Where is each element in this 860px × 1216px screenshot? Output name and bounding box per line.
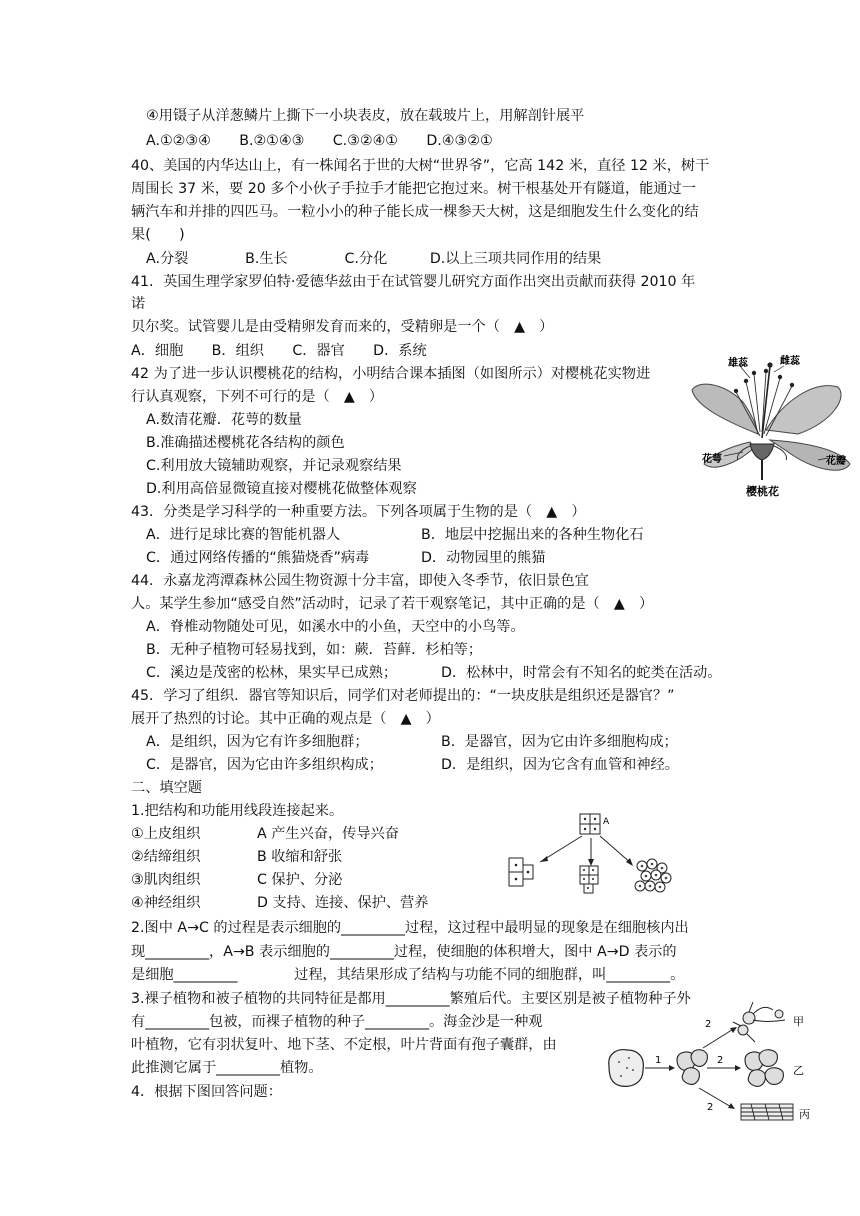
q45-option-c: C．是器官，因为它由许多组织构成； — [146, 757, 383, 773]
fill-q3-stem: 3.裸子植物和被子植物的共同特征是都用_________繁殖后代。主要区别是被子植物种子外 — [131, 991, 691, 1007]
q44-stem: 44．永嘉龙湾潭森林公园生物资源十分丰富，即使入冬季节，依旧景色宜 — [131, 573, 589, 589]
arrow-label-2-middle: 2 — [717, 1055, 724, 1066]
tissue-function: D 支持、连接、保护、营养 — [257, 895, 429, 911]
flower-label-stamen: 雄蕊 — [728, 358, 748, 369]
q45-option-d: D．是组织，因为它含有血管和神经。 — [441, 757, 679, 773]
cell-process-drawing — [500, 808, 690, 898]
arrow-label-2-top: 2 — [705, 1019, 712, 1030]
tissue-name: ①上皮组织 — [131, 826, 201, 842]
q40-stem: 40、美国的内华达山上，有一株闻名于世的大树“世界爷”，它高 142 米，直径 12 米，树干 — [131, 158, 710, 174]
text-line: 有_________包被，而裸子植物的种子_________。海金沙是一种观 — [131, 1014, 543, 1030]
cell-label-a: A — [603, 817, 610, 827]
text-line: 人。某学生参加“感受自然”活动时，记录了若干观察笔记，其中正确的是（ ▲ ） — [131, 596, 654, 612]
fill-q2-stem: 2.图中 A→C 的过程是表示细胞的_________过程，这过程中最明显的现象是在细胞核内出 — [131, 920, 689, 936]
flower-caption: 樱桃花 — [746, 485, 779, 498]
text-line: 果( ) — [131, 227, 185, 243]
q39-options: A.①②③④ B.②①④③ C.③②④① D.④③②① — [146, 133, 493, 149]
arrow-label-2-bottom: 2 — [707, 1102, 714, 1113]
q43-option-a: A．进行足球比赛的智能机器人 — [146, 527, 341, 543]
q40-options: A.分裂 B.生长 C.分化 D.以上三项共同作用的结果 — [146, 251, 602, 267]
q44-option-c: C．溪边是茂密的松林，果实早已成熟； — [146, 665, 398, 681]
text-line: 周围长 37 米，要 20 多个小伙子手拉手才能把它抱过来。树干根基处开有隧道，能通过一 — [131, 181, 696, 197]
text-line: 诺 — [131, 296, 146, 312]
q45-option-a: A．是组织，因为它有许多细胞群； — [146, 734, 369, 750]
text-line: 展开了热烈的讨论。其中正确的观点是（ ▲ ） — [131, 711, 440, 727]
q43-option-d: D．动物园里的熊猫 — [421, 550, 546, 566]
q41-stem: 41．英国生理学家罗伯特·爱德华兹由于在试管婴儿研究方面作出突出贡献而获得 2010 年 — [131, 274, 696, 290]
q41-options: A．细胞 B．组织 C．器官 D．系统 — [131, 343, 427, 359]
tissue-function: A 产生兴奋，传导兴奋 — [257, 826, 399, 842]
tissue-differentiation-figure — [603, 1000, 818, 1130]
arrow-label-1: 1 — [655, 1055, 662, 1066]
q45-stem: 45．学习了组织．器官等知识后，同学们对老师提出的：“一块皮肤是组织还是器官？” — [131, 688, 675, 704]
tissue-function: C 保护、分泌 — [257, 872, 343, 888]
flower-label-sepal: 花萼 — [702, 454, 722, 465]
tissue-name: ②结缔组织 — [131, 849, 201, 865]
tissue-function: B 收缩和舒张 — [257, 849, 343, 865]
text-line: 此推测它属于_________植物。 — [131, 1060, 323, 1076]
flower-label-pistil: 雌蕊 — [780, 356, 800, 367]
q42-option-d: D.利用高倍显微镜直接对樱桃花做整体观察 — [146, 481, 417, 497]
q43-stem: 43．分类是学习科学的一种重要方法。下列各项属于生物的是（ ▲ ） — [131, 504, 586, 520]
tissue-label-yi: 乙 — [793, 1064, 804, 1077]
q42-stem: 42 为了进一步认识樱桃花的结构，小明结合课本插图（如图所示）对樱桃花实物进 — [131, 366, 651, 382]
text-line: ④用镊子从洋葱鳞片上撕下一小块表皮，放在载玻片上，用解剖针展平 — [146, 108, 585, 124]
q44-option-d: D．松林中，时常会有不知名的蛇类在活动。 — [441, 665, 722, 681]
tissue-name: ④神经组织 — [131, 895, 201, 911]
q42-option-b: B.准确描述樱桃花各结构的颜色 — [146, 435, 345, 451]
q43-option-c: C．通过网络传播的“熊猫烧香”病毒 — [146, 550, 370, 566]
flower-label-petal: 花瓣 — [826, 456, 846, 467]
q42-option-a: A.数清花瓣．花萼的数量 — [146, 412, 302, 428]
cherry-flower-figure — [688, 352, 854, 500]
tissue-differentiation-drawing — [603, 1000, 818, 1130]
text-line: 辆汽车和并排的四匹马。一粒小小的种子能长成一棵参天大树，这是细胞发生什么变化的结 — [131, 204, 699, 220]
fill-q1-stem: 1.把结构和功能用线段连接起来。 — [131, 803, 344, 819]
q44-option-a: A．脊椎动物随处可见，如溪水中的小鱼，天空中的小鸟等。 — [146, 619, 525, 635]
text-line: 现_________，A→B 表示细胞的_________过程，使细胞的体积增大，图中 A→D 表示的 — [131, 944, 677, 960]
q43-option-b: B．地层中挖掘出来的各种生物化石 — [421, 527, 644, 543]
tissue-label-bing: 丙 — [799, 1108, 810, 1121]
q42-option-c: C.利用放大镜辅助观察，并记录观察结果 — [146, 458, 402, 474]
q44-option-b: B．无种子植物可轻易找到，如：蕨．苔藓．杉柏等； — [146, 642, 483, 658]
tissue-label-jia: 甲 — [793, 1015, 804, 1028]
cherry-flower-drawing — [688, 352, 854, 500]
text-line: 是细胞_________ 过程，其结果形成了结构与功能不同的细胞群，叫_________。 — [131, 967, 685, 983]
section-heading: 二、填空题 — [131, 780, 202, 796]
tissue-name: ③肌肉组织 — [131, 872, 201, 888]
text-line: 行认真观察，下列不可行的是（ ▲ ） — [131, 389, 384, 405]
cell-process-figure — [500, 808, 690, 898]
text-line: 叶植物，它有羽状复叶、地下茎、不定根，叶片背面有孢子囊群，由 — [131, 1037, 557, 1053]
fill-q4-stem: 4．根据下图回答问题： — [131, 1084, 282, 1100]
text-line: 贝尔奖。试管婴儿是由受精卵发育而来的，受精卵是一个（ ▲ ） — [131, 319, 554, 335]
q45-option-b: B．是器官，因为它由许多细胞构成； — [441, 734, 678, 750]
